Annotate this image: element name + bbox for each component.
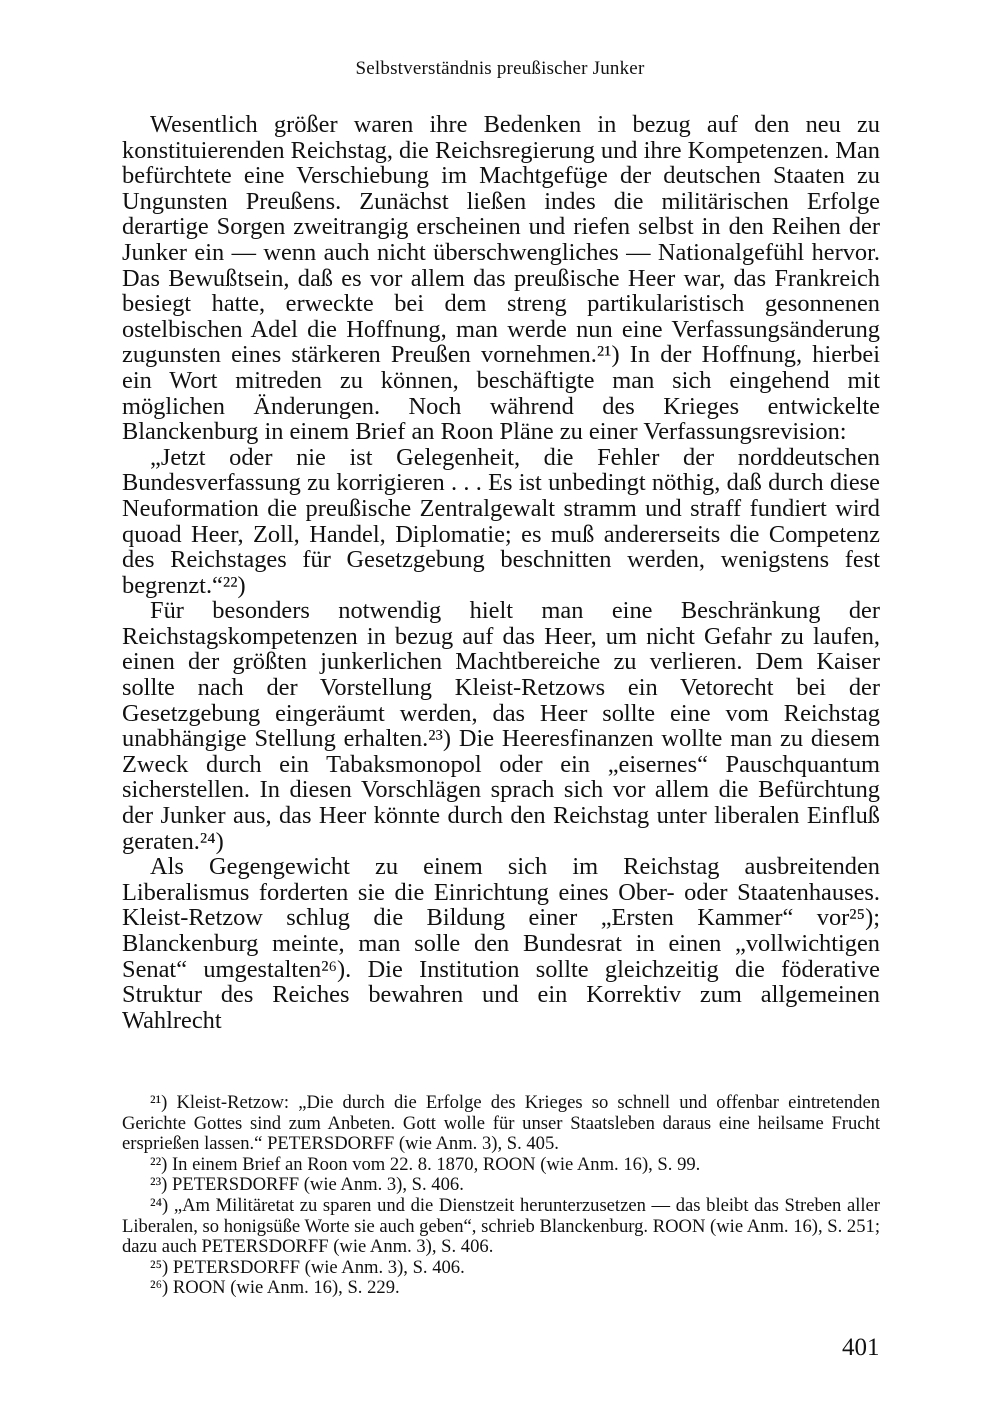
footnote-22: ²²) In einem Brief an Roon vom 22. 8. 1870, ROON (wie Anm. 16), S. 99. [150, 1153, 701, 1175]
running-head: Selbstverständnis preußischer Junker [355, 58, 645, 79]
paragraph: Als Gegengewicht zu einem sich im Reichstag ausbreitenden Liberalismus forderten sie die Einrichtung eines Ober- oder Staatenhauses. Kleist-Retzow schlug die Bildung einer „Ersten Kammer“ vor²⁵); Blanckenburg meinte, man solle den Bundesrat in einen „vollwichtigen Senat“ umgestalten²⁶). Die Institution sollte gleichzeitig die föderative Struktur des Reiches bewahren und ein Korrektiv zum allgemeinen Wahlrecht [122, 853, 880, 1034]
footnote-21: ²¹) Kleist-Retzow: „Die durch die Erfolge des Krieges so schnell und offenbar eintretenden Gerichte Gottes sind zum Anbeten. Gott wolle für unser Staatsleben daraus eine heilsame Frucht ersprießen lassen.“ PETERSDORFF (wie Anm. 3), S. 405. [122, 1092, 880, 1155]
footnote-26: ²⁶) ROON (wie Anm. 16), S. 229. [150, 1277, 400, 1299]
footnotes [122, 1093, 880, 1299]
paragraph: Wesentlich größer waren ihre Bedenken in bezug auf den neu zu konstituierenden Reichstag, die Reichsregierung und ihre Kompetenzen. Man befürchtete eine Verschiebung im Machtgefüge der deutschen Staaten zu Ungunsten Preußens. Zunächst ließen indes die militärischen Erfolge derartige Sorgen zweitrangig erscheinen und riefen selbst in den Reihen der Junker ein — wenn auch nicht überschwengliches — Nationalgefühl hervor. Das Bewußtsein, daß es vor allem das preußische Heer war, das Frankreich besiegt hatte, erweckte bei dem streng partikularistisch gesonnenen ostelbischen Adel die Hoffnung, man werde nun eine Verfassungsänderung zugunsten eines stärkeren Preußen vornehmen.²¹) In der Hoffnung, hierbei ein Wort mitreden zu können, beschäftigte man sich eingehend mit möglichen Änderungen. Noch während des Krieges entwickelte Blanckenburg in einem Brief an Roon Pläne zu einer Verfassungsrevision: [122, 111, 880, 446]
body-text [122, 112, 880, 1033]
block-quote: „Jetzt oder nie ist Gelegenheit, die Fehler der norddeutschen Bundesverfassung zu korrigieren . . . Es ist unbedingt nöthig, daß durch diese Neuformation die preußische Zentralgewalt stramm und straff fundiert wird quoad Heer, Zoll, Handel, Diplomatie; es muß andererseits die Competenz des Reichstages für Gesetzgebung beschnitten werden, wenigstens fest begrenzt.“²²) [122, 443, 880, 599]
paragraph: Für besonders notwendig hielt man eine Beschränkung der Reichstagskompetenzen in bezug auf das Heer, um nicht Gefahr zu laufen, einen der größten junkerlichen Machtbereiche zu verlieren. Dem Kaiser sollte nach der Vorstellung Kleist-Retzows ein Vetorecht bei der Gesetzgebung eingeräumt werden, das Heer sollte eine vom Reichstag unabhängige Stellung erhalten.²³) Die Heeresfinanzen wollte man zu diesem Zweck durch ein Tabaksmonopol oder ein „eisernes“ Pauschquantum sicherstellen. In diesen Vorschlägen sprach sich vor allem die Befürchtung der Junker aus, das Heer könnte durch den Reichstag unter liberalen Einfluß geraten.²⁴) [122, 597, 880, 855]
footnote-23: ²³) PETERSDORFF (wie Anm. 3), S. 406. [150, 1174, 464, 1196]
footnote-24: ²⁴) „Am Militäretat zu sparen und die Dienstzeit herunterzusetzen — das bleibt das Streben aller Liberalen, so honigsüße Worte sie auch geben“, schrieb Blanckenburg. ROON (wie Anm. 16), S. 251; dazu auch PETERSDORFF (wie Anm. 3), S. 406. [122, 1194, 880, 1258]
footnote-25: ²⁵) PETERSDORFF (wie Anm. 3), S. 406. [150, 1256, 465, 1278]
page-number: 401 [842, 1334, 880, 1361]
